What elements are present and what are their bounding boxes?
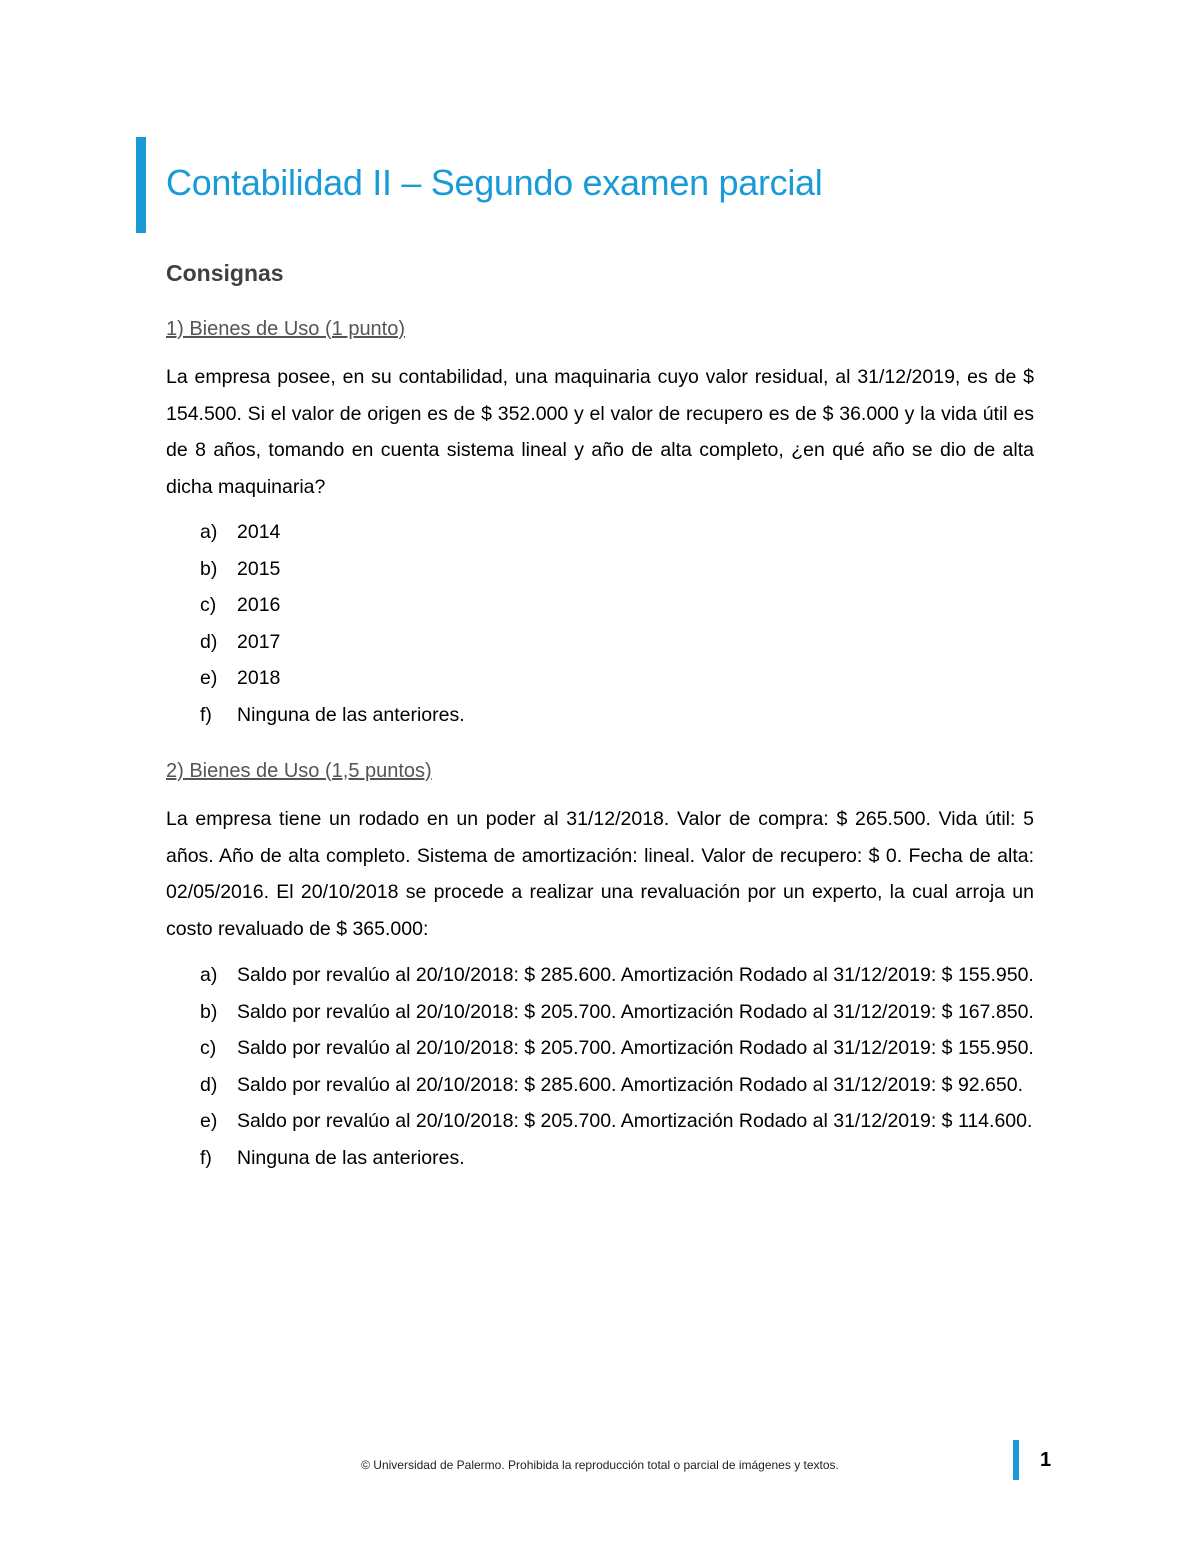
option-letter: b): [200, 557, 218, 580]
option-item: [166, 587, 1034, 624]
option-text: 2018: [237, 667, 281, 689]
footer-copyright: © Universidad de Palermo. Prohibida la reproducción total o parcial de imágenes y textos.: [361, 1458, 839, 1472]
option-item: [166, 551, 1034, 588]
option-item: [166, 994, 1034, 1031]
option-text: Saldo por revalúo al 20/10/2018: $ 285.600. Amortización Rodado al 31/12/2019: $ 155.950.: [237, 964, 1034, 986]
option-text: 2017: [237, 630, 281, 653]
option-letter: b): [200, 1000, 218, 1023]
option-letter: a): [200, 964, 218, 986]
section-heading: Consignas: [166, 260, 284, 286]
option-letter: e): [200, 1110, 218, 1132]
option-letter: c): [200, 594, 217, 616]
option-letter: e): [200, 667, 218, 689]
question-1-options: [166, 514, 1034, 733]
option-letter: d): [200, 1073, 218, 1096]
option-letter: a): [200, 521, 218, 543]
option-text: Saldo por revalúo al 20/10/2018: $ 205.700. Amortización Rodado al 31/12/2019: $ 114.600.: [237, 1110, 1033, 1132]
option-item: [166, 660, 1034, 697]
option-text: Saldo por revalúo al 20/10/2018: $ 205.700. Amortización Rodado al 31/12/2019: $ 167.850.: [237, 1000, 1034, 1023]
option-item: [166, 957, 1034, 994]
option-text: 2016: [237, 594, 281, 616]
page-number: 1: [1040, 1449, 1052, 1471]
option-item: [166, 1067, 1034, 1104]
option-text: Ninguna de las anteriores.: [237, 1146, 465, 1169]
option-text: Saldo por revalúo al 20/10/2018: $ 285.600. Amortización Rodado al 31/12/2019: $ 92.650.: [237, 1073, 1023, 1096]
option-text: 2015: [237, 557, 281, 580]
page-title: Contabilidad II – Segundo examen parcial: [166, 162, 823, 203]
option-item: [166, 624, 1034, 661]
question-2-statement: La empresa tiene un rodado en un poder al 31/12/2018. Valor de compra: $ 265.500. Vida útil: 5 años. Año de alta completo. Sistema de amortización: lineal. Valor de recupero: $ 0. Fecha de alta: 02/05/2016. El 20/10/2018 se procede a realizar una revaluación por un experto, la cual arroja un costo revaluado de $ 365.000:: [166, 808, 1034, 940]
option-letter: c): [200, 1037, 217, 1059]
option-text: 2014: [237, 521, 281, 543]
option-item: [166, 1140, 1034, 1177]
option-letter: f): [200, 703, 212, 726]
option-text: Ninguna de las anteriores.: [237, 703, 465, 726]
option-letter: f): [200, 1146, 212, 1169]
option-text: Saldo por revalúo al 20/10/2018: $ 205.700. Amortización Rodado al 31/12/2019: $ 155.950.: [237, 1037, 1034, 1059]
question-1-heading: 1) Bienes de Uso (1 punto): [166, 318, 406, 340]
question-2-heading: 2) Bienes de Uso (1,5 puntos): [166, 760, 432, 782]
title-accent-bar: [136, 137, 146, 233]
question-1-statement: La empresa posee, en su contabilidad, una maquinaria cuyo valor residual, al 31/12/2019, es de $ 154.500. Si el valor de origen es de $ 352.000 y el valor de recupero es de $ 36.000 y la vida útil es de 8 años, tomando en cuenta sistema lineal y año de alta completo, ¿en qué año se dio de alta dicha maquinaria?: [166, 366, 1034, 498]
footer-accent-bar: [1013, 1440, 1019, 1480]
option-item: [166, 1030, 1034, 1067]
option-item: [166, 514, 1034, 551]
option-item: [166, 1103, 1034, 1140]
question-2-options: [166, 957, 1034, 1176]
option-item: [166, 697, 1034, 734]
option-letter: d): [200, 630, 218, 653]
